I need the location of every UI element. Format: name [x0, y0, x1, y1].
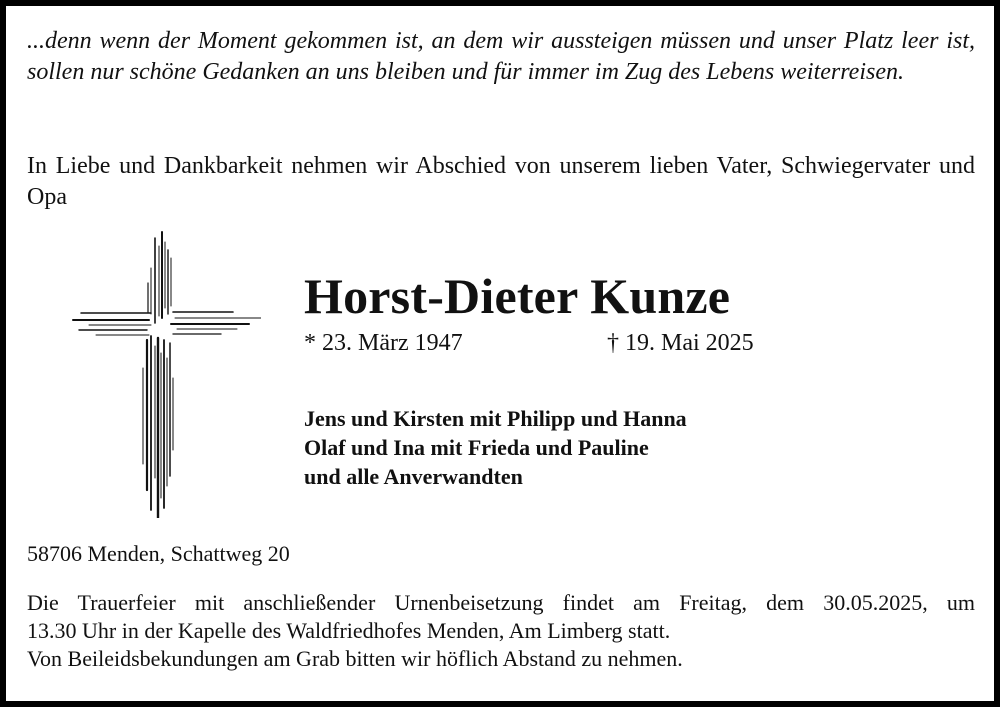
deceased-name: Horst-Dieter Kunze: [304, 268, 731, 324]
cross-icon: [61, 228, 261, 518]
birth-date: * 23. März 1947: [304, 330, 463, 356]
mourner-line: Olaf und Ina mit Frieda und Pauline: [304, 435, 649, 460]
intro-text: In Liebe und Dankbarkeit nehmen wir Abschied von unserem lieben Vater, Schwiegervater und Opa: [27, 153, 975, 210]
death-date: † 19. Mai 2025: [607, 330, 754, 356]
mourners-list: [304, 404, 687, 491]
ceremony-line: Die Trauerfeier mit anschließender Urnenbeisetzung findet am Freitag, dem 30.05.2025, um: [27, 590, 975, 615]
ceremony-line: 13.30 Uhr in der Kapelle des Waldfriedhofes Menden, Am Limberg statt.: [27, 618, 671, 643]
family-address: 58706 Menden, Schattweg 20: [27, 541, 290, 566]
mourner-line: und alle Anverwandten: [304, 464, 523, 489]
ceremony-line: Von Beileidsbekundungen am Grab bitten wir höflich Abstand zu nehmen.: [27, 646, 683, 671]
quote-text: ...denn wenn der Moment gekommen ist, an dem wir aussteigen müssen und unser Platz leer ist, sollen nur schöne Gedanken an uns bleiben und für immer im Zug des Lebens weiterreisen.: [27, 28, 975, 85]
obituary-notice: [6, 6, 994, 701]
mourner-line: Jens und Kirsten mit Philipp und Hanna: [304, 406, 687, 431]
ceremony-info: [27, 589, 975, 673]
